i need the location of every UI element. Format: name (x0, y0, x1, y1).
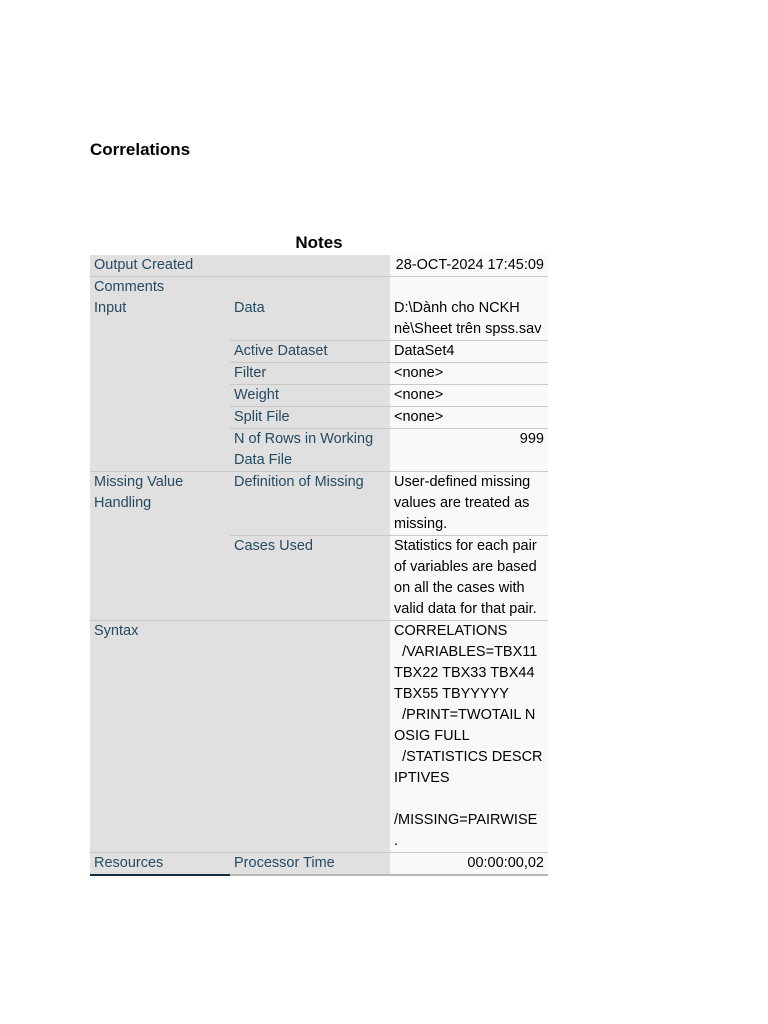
output-heading: Correlations (90, 140, 191, 159)
definition-of-missing-value: User-defined missing values are treated as missing. (390, 472, 548, 536)
notes-table (90, 255, 548, 876)
input-label: Input (90, 298, 230, 472)
resources-label: Resources (90, 853, 230, 876)
output-created-value: 28-OCT-2024 17:45:09 (390, 255, 548, 277)
comments-label: Comments (90, 277, 390, 299)
active-dataset-value: DataSet4 (390, 341, 548, 363)
table-row (90, 472, 548, 536)
comments-value (390, 277, 548, 299)
output-created-label: Output Created (90, 255, 390, 277)
cases-used-value: Statistics for each pair of variables are based on all the cases with valid data for that pair. (390, 536, 548, 621)
table-row (90, 298, 548, 341)
active-dataset-label: Active Dataset (230, 341, 390, 363)
processor-time-label: Processor Time (230, 853, 390, 876)
data-value: D:\Dành cho NCKH nè\Sheet trên spss.sav (390, 298, 548, 341)
data-label: Data (230, 298, 390, 341)
table-row (90, 853, 548, 876)
n-rows-label: N of Rows in Working Data File (230, 429, 390, 472)
weight-value: <none> (390, 385, 548, 407)
cases-used-label: Cases Used (230, 536, 390, 621)
n-rows-value: 999 (390, 429, 548, 472)
split-file-value: <none> (390, 407, 548, 429)
filter-value: <none> (390, 363, 548, 385)
missing-value-handling-label: Missing Value Handling (90, 472, 230, 621)
split-file-label: Split File (230, 407, 390, 429)
filter-label: Filter (230, 363, 390, 385)
table-row (90, 255, 548, 277)
processor-time-value: 00:00:00,02 (390, 853, 548, 876)
weight-label: Weight (230, 385, 390, 407)
syntax-value: CORRELATIONS /VARIABLES=TBX11 TBX22 TBX33 TBX44 TBX55 TBYYYYY /PRINT=TWOTAIL NOSIG FULL /STATISTICS DESCRIPTIVES /MISSING=PAIRWISE . (390, 621, 548, 853)
table-row (90, 277, 548, 299)
definition-of-missing-label: Definition of Missing (230, 472, 390, 536)
syntax-label: Syntax (90, 621, 390, 853)
table-row (90, 621, 548, 853)
notes-table-title: Notes (295, 233, 343, 252)
